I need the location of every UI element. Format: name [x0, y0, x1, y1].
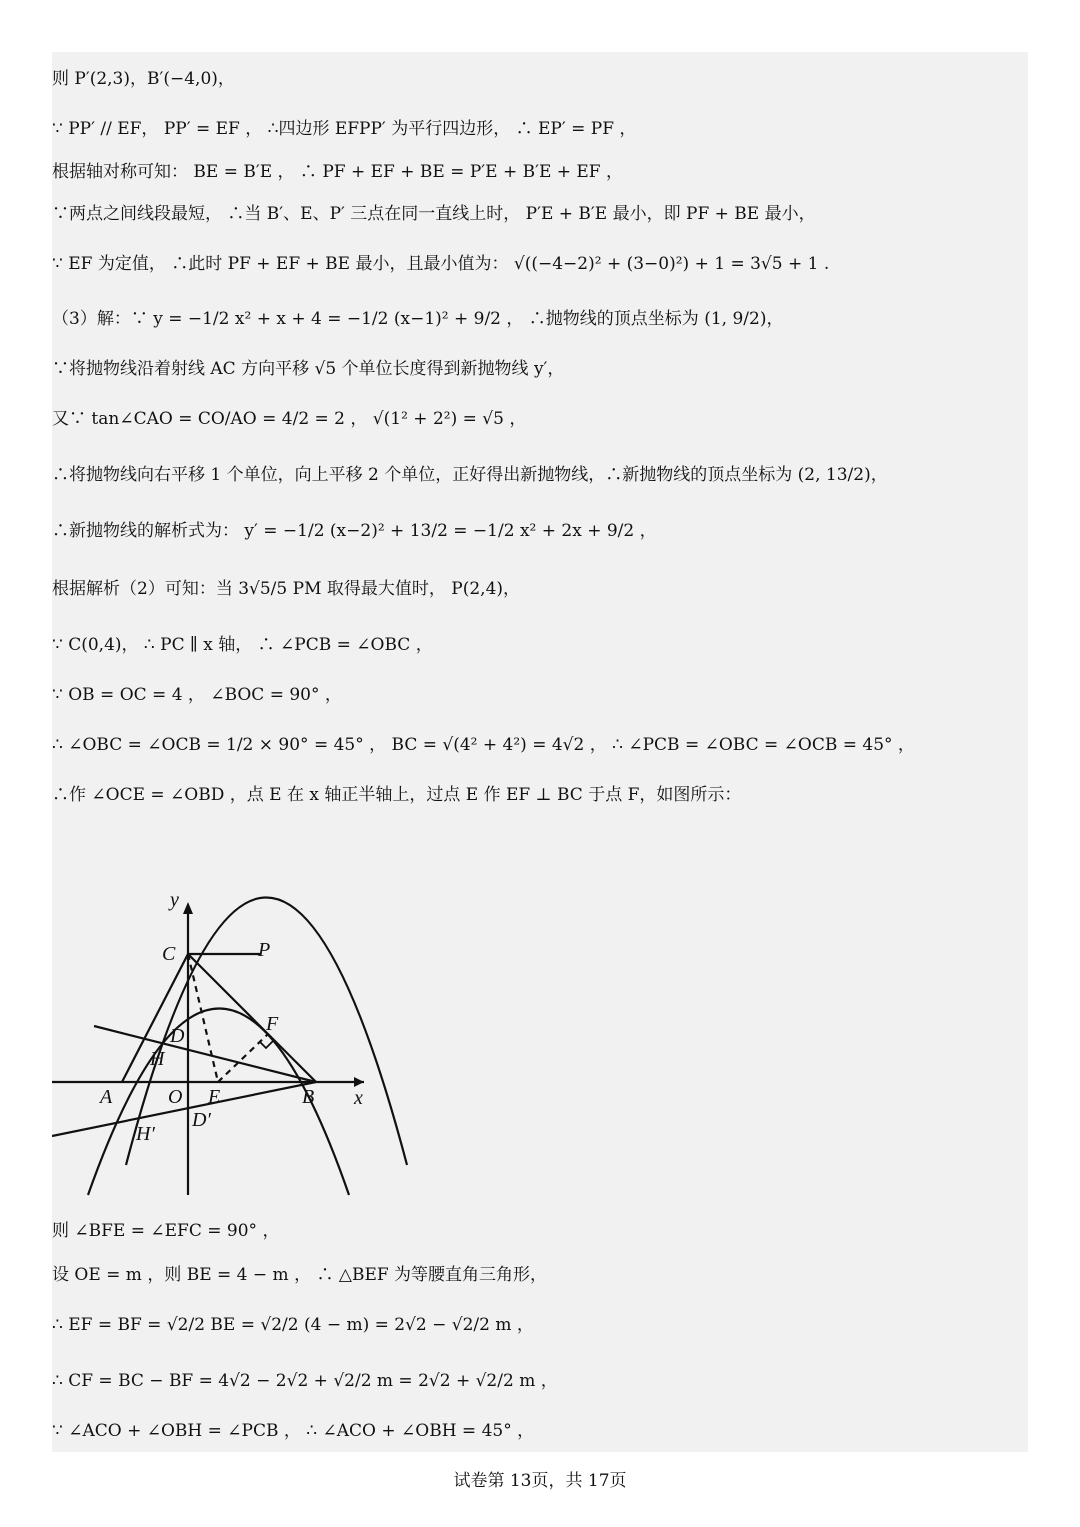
text-line-16: 则 ∠BFE = ∠EFC = 90° ， [52, 1221, 280, 1241]
text-line-20: ∵ ∠ACO + ∠OBH = ∠PCB ， ∴ ∠ACO + ∠OBH = 45° ， [52, 1421, 535, 1441]
right-angle-mark [260, 1040, 274, 1048]
text-line-9: ∴将抛物线向右平移 1 个单位，向上平移 2 个单位，正好得出新抛物线，∴新抛物线的顶点坐标为 (2, 13/2)， [52, 465, 888, 485]
label-e: E [208, 1086, 221, 1108]
label-d-prime: D′ [192, 1109, 211, 1131]
label-p: P [258, 939, 271, 961]
text-line-4: ∵两点之间线段最短， ∴当 B′、E、P′ 三点在同一直线上时， P′E + B′E 最小，即 PF + BE 最小， [52, 204, 816, 224]
text-line-13: ∵ OB = OC = 4 ， ∠BOC = 90° ， [52, 685, 342, 705]
label-x: x [354, 1087, 363, 1109]
label-h: H [150, 1048, 165, 1070]
label-c: C [162, 943, 176, 965]
text-line-7: ∵将抛物线沿着射线 AC 方向平移 √5 个单位长度得到新抛物线 y′， [52, 359, 565, 379]
text-line-18: ∴ EF = BF = √2/2 BE = √2/2 (4 − m) = 2√2 − √2/2 m ， [52, 1315, 534, 1335]
segment-cb [188, 954, 316, 1082]
text-line-1: 则 P′(2,3)，B′(−4,0)， [52, 69, 235, 89]
text-line-6: （3）解：∵ y = −1/2 x² + x + 4 = −1/2 (x−1)² + 9/2 ， ∴抛物线的顶点坐标为 (1, 9/2)， [52, 309, 784, 329]
segment-ef-dashed [218, 1034, 268, 1082]
y-axis-arrow [183, 902, 193, 914]
text-line-12: ∵ C(0,4)， ∴ PC ∥ x 轴， ∴ ∠PCB = ∠OBC ， [52, 635, 433, 655]
text-line-19: ∴ CF = BC − BF = 4√2 − 2√2 + √2/2 m = 2√2 + √2/2 m ， [52, 1371, 558, 1391]
label-a: A [100, 1086, 113, 1108]
label-o: O [168, 1086, 183, 1108]
text-line-8: 又∵ tan∠CAO = CO/AO = 4/2 = 2 ， √(1² + 2²) = √5 ， [52, 409, 527, 429]
text-line-10: ∴新抛物线的解析式为： y′ = −1/2 (x−2)² + 13/2 = −1/2 x² + 2x + 9/2 ， [52, 521, 657, 541]
x-axis-arrow [354, 1077, 364, 1087]
geometry-figure [52, 820, 422, 1200]
text-line-3: 根据轴对称可知： BE = B′E ， ∴ PF + EF + BE = P′E + B′E + EF ， [52, 162, 624, 182]
text-line-2: ∵ PP′ // EF， PP′ = EF ， ∴四边形 EFPP′ 为平行四边形， ∴ EP′ = PF ， [52, 119, 637, 139]
label-d: D [170, 1025, 185, 1047]
label-b: B [302, 1086, 315, 1108]
text-line-5: ∵ EF 为定值， ∴此时 PF + EF + BE 最小，且最小值为： √((−4−2)² + (3−0)²) + 1 = 3√5 + 1 . [52, 254, 830, 274]
text-line-17: 设 OE = m ，则 BE = 4 − m ， ∴ △BEF 为等腰直角三角形， [52, 1265, 548, 1285]
text-line-15: ∴作 ∠OCE = ∠OBD ，点 E 在 x 轴正半轴上，过点 E 作 EF ⊥ BC 于点 F，如图所示： [52, 785, 742, 805]
page-footer: 试卷第 13页，共 17页 [453, 1471, 627, 1491]
text-line-14: ∴ ∠OBC = ∠OCB = 1/2 × 90° = 45° ， BC = √(4² + 4²) = 4√2 ， ∴ ∠PCB = ∠OBC = ∠OCB = 45° ， [52, 735, 915, 755]
label-y: y [170, 889, 179, 911]
label-h-prime: H′ [136, 1123, 155, 1145]
line-bh-prime [52, 1082, 316, 1136]
label-f: F [266, 1013, 279, 1035]
text-line-11: 根据解析（2）可知：当 3√5/5 PM 取得最大值时， P(2,4)， [52, 579, 521, 599]
